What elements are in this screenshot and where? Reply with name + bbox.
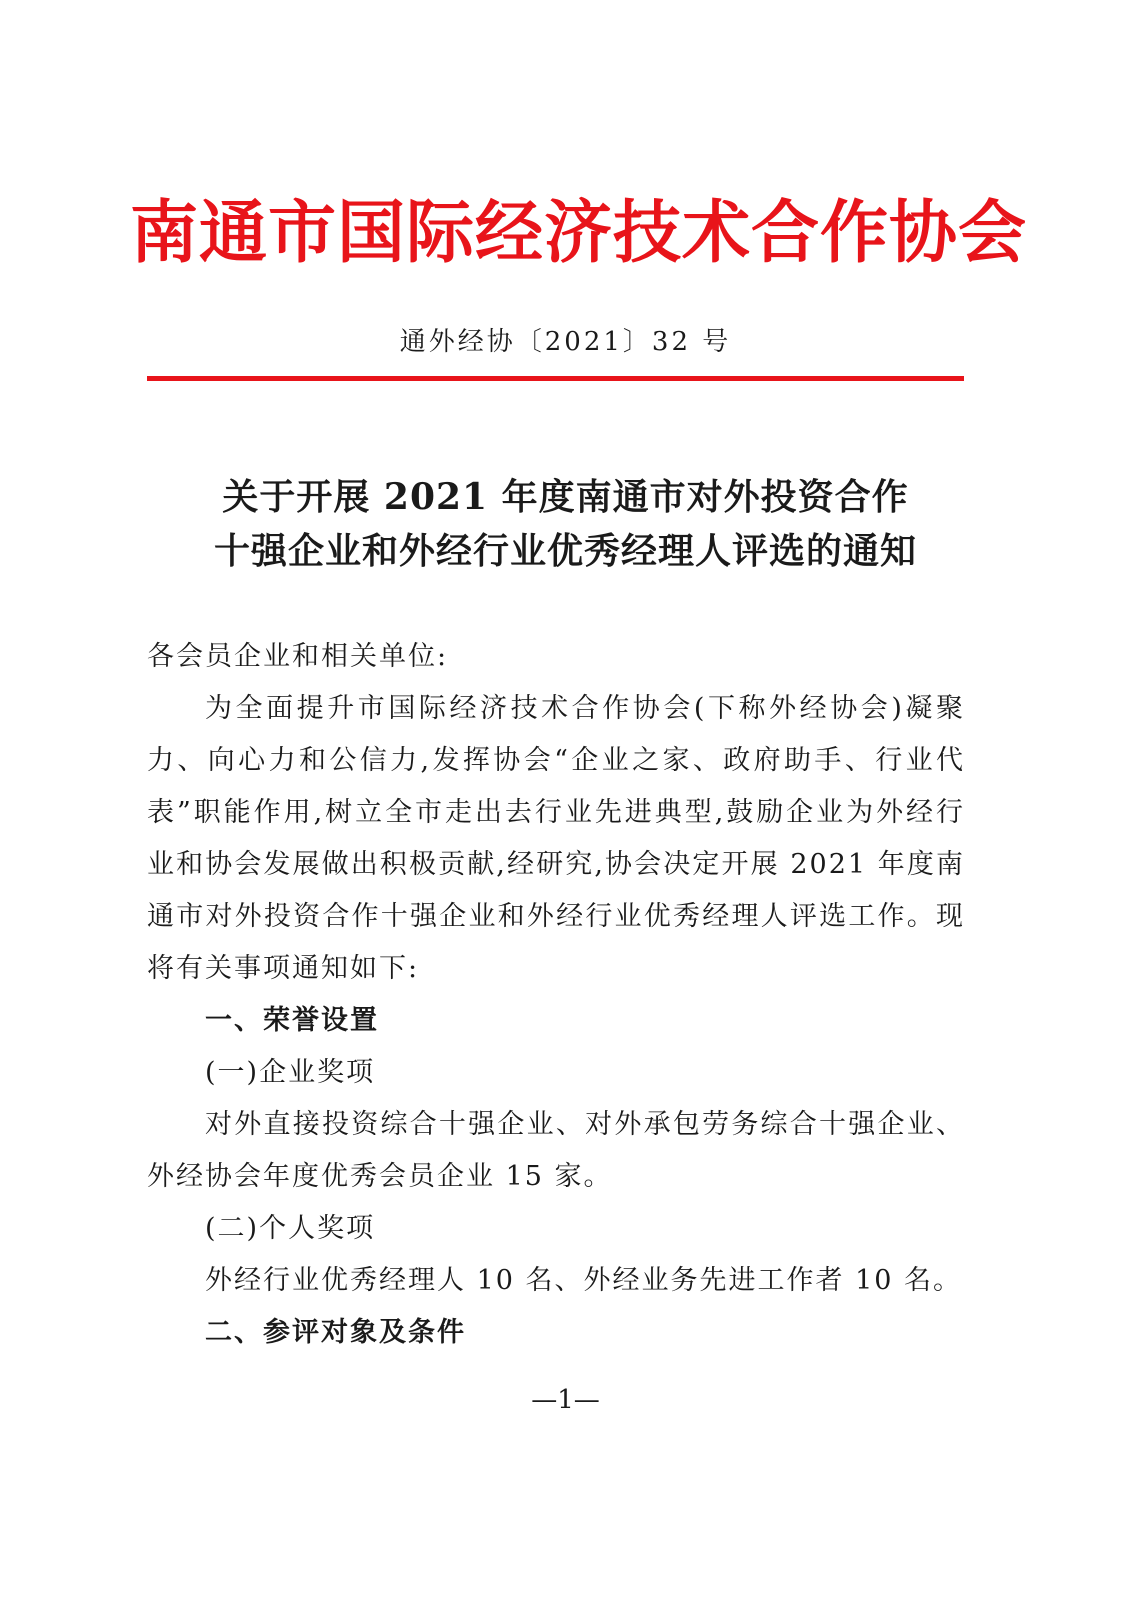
section-heading-honors: 一、荣誉设置 (205, 1005, 379, 1036)
title-line-1: 关于开展 2021 年度南通市对外投资合作 (222, 476, 909, 518)
section-heading-eligibility: 二、参评对象及条件 (205, 1317, 466, 1348)
title-line-2: 十强企业和外经行业优秀经理人评选的通知 (213, 530, 917, 572)
issuing-organization-header: 南通市国际经济技术合作协会 (130, 194, 1028, 273)
enterprise-awards-text: 对外直接投资综合十强企业、对外承包劳务综合十强企业、外经协会年度优秀会员企业 15 家。 (147, 1109, 965, 1192)
intro-paragraph: 为全面提升市国际经济技术合作协会(下称外经协会)凝聚力、向心力和公信力,发挥协会“企业之家、政府助手、行业代表”职能作用,树立全市走出去行业先进典型,鼓励企业为外经行业和协会发展做出积极贡献,经研究,协会决定开展 2021 年度南通市对外投资合作十强企业和外经行业优秀经理人评选工作。现将有关事项通知如下: (147, 693, 965, 984)
red-divider-line (147, 376, 964, 381)
document-body (147, 631, 965, 1359)
subsection-heading-individual-awards: (二)个人奖项 (205, 1213, 376, 1244)
page-number: —1— (531, 1385, 600, 1415)
individual-awards-text: 外经行业优秀经理人 10 名、外经业务先进工作者 10 名。 (205, 1265, 963, 1296)
document-title (0, 470, 1131, 578)
document-number: 通外经协〔2021〕32 号 (399, 327, 732, 357)
salutation: 各会员企业和相关单位: (147, 641, 449, 672)
subsection-heading-enterprise-awards: (一)企业奖项 (205, 1057, 376, 1088)
